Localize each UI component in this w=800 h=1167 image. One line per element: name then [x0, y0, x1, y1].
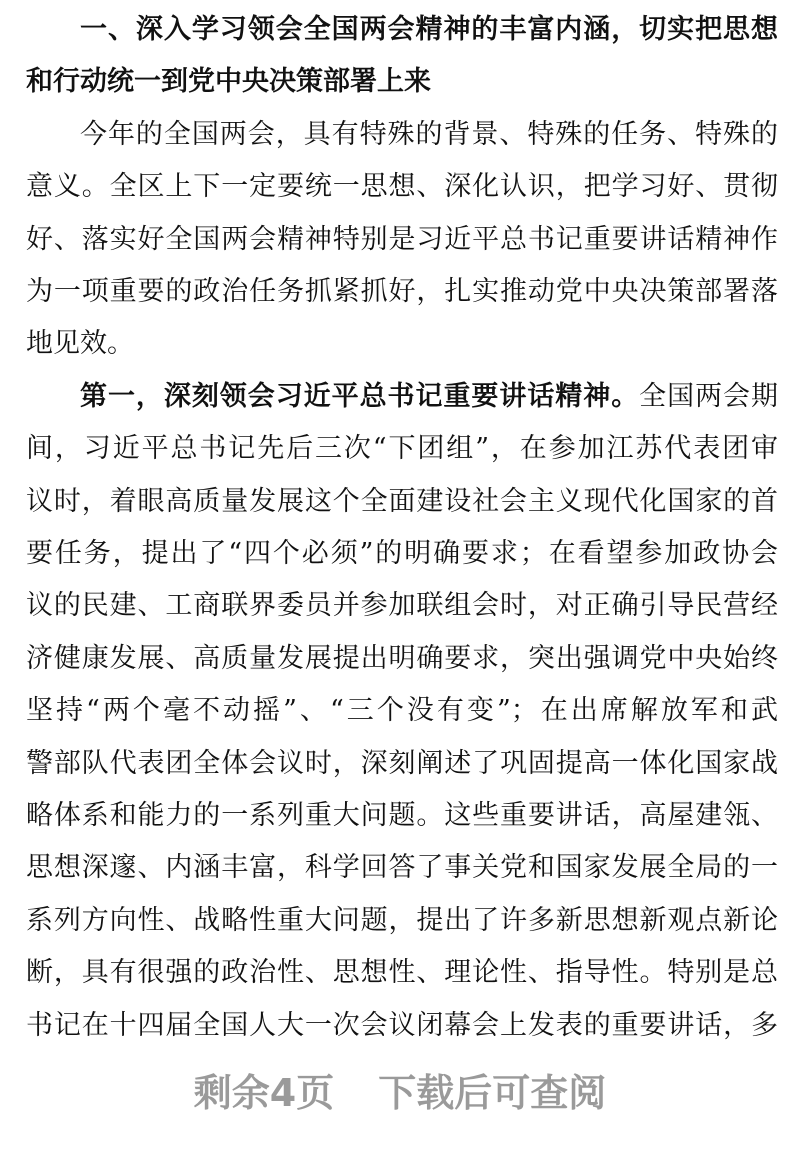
body-text: 地见效。 — [26, 328, 134, 360]
text-line — [26, 850, 778, 886]
text-line — [26, 64, 778, 100]
text-line — [26, 746, 778, 782]
text-line — [26, 1008, 778, 1044]
body-text: 意义。全区上下一定要统一思想、深化认识，把学习好、贯彻 — [26, 171, 778, 203]
body-text: 议的民建、工商联界委员并参加联组会时，对正确引导民营经 — [26, 590, 778, 622]
text-line — [80, 117, 778, 153]
body-text: 今年的全国两会，具有特殊的背景、特殊的任务、特殊的 — [80, 118, 778, 150]
text-line — [26, 431, 778, 467]
text-line — [26, 903, 778, 939]
body-text: 要任务，提出了“四个必须”的明确要求；在看望参加政协会 — [26, 538, 778, 569]
body-text: 好、落实好全国两会精神特别是习近平总书记重要讲话精神作 — [26, 223, 778, 255]
text-line — [26, 641, 778, 677]
bold-text: 一、深入学习领会全国两会精神的丰富内涵，切实把思想 — [80, 14, 778, 45]
body-text: 警部队代表团全体会议时，深刻阐述了巩固提高一体化国家战 — [26, 747, 778, 779]
text-line — [26, 588, 778, 624]
text-line — [26, 484, 778, 520]
body-text: 书记在十四届全国人大一次会议闭幕会上发表的重要讲话，多 — [26, 1009, 778, 1041]
text-line — [80, 379, 778, 415]
text-line — [80, 12, 778, 48]
body-text: 议时，着眼高质量发展这个全面建设社会主义现代化国家的首 — [26, 485, 778, 517]
text-line — [26, 274, 778, 310]
text-line — [26, 798, 778, 834]
text-line — [26, 536, 778, 572]
download-to-view-label[interactable]: 下载后可查阅 — [378, 1071, 607, 1115]
remaining-pages-label: 剩余4页 — [193, 1071, 335, 1115]
text-line — [26, 955, 778, 991]
body-text: 济健康发展、高质量发展提出明确要求，突出强调党中央始终 — [26, 642, 778, 674]
body-text: 为一项重要的政治任务抓紧抓好，扎实推动党中央决策部署落 — [26, 276, 778, 307]
body-text: 坚持“两个毫不动摇”、“三个没有变”；在出席解放军和武 — [26, 695, 778, 727]
text-line — [26, 693, 778, 729]
body-text: 略体系和能力的一系列重大问题。这些重要讲话，高屋建瓴、 — [26, 800, 778, 831]
text-line — [26, 169, 778, 205]
download-prompt[interactable] — [0, 1062, 800, 1117]
bold-text: 和行动统一到党中央决策部署上来 — [26, 66, 431, 98]
text-line — [26, 326, 778, 362]
body-text: 断，具有很强的政治性、思想性、理论性、指导性。特别是总 — [26, 957, 778, 989]
body-text: 全国两会期 — [639, 380, 779, 412]
body-text: 思想深邃、内涵丰富，科学回答了事关党和国家发展全局的一 — [26, 852, 778, 884]
body-text: 系列方向性、战略性重大问题，提出了许多新思想新观点新论 — [26, 904, 778, 936]
bold-text: 第一，深刻领会习近平总书记重要讲话精神。 — [80, 380, 640, 412]
text-line — [26, 222, 778, 258]
body-text: 间，习近平总书记先后三次“下团组”，在参加江苏代表团审 — [26, 433, 778, 465]
